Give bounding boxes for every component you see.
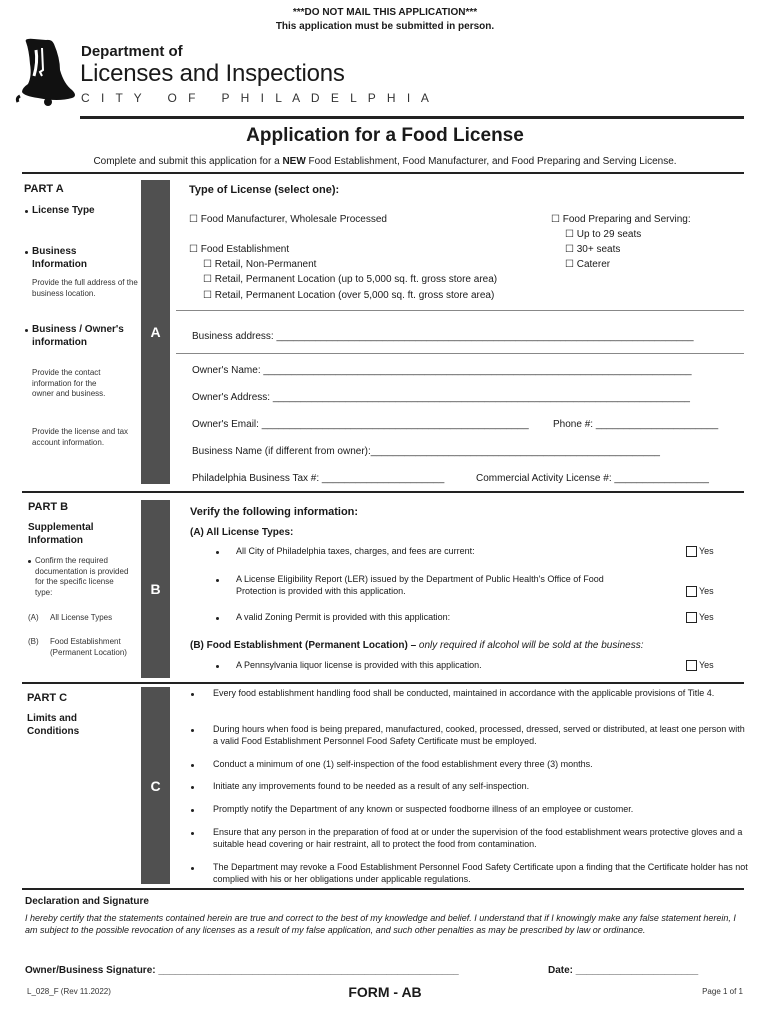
part-c-heading: PART C	[27, 692, 68, 704]
business-info-label: Business Information	[32, 246, 87, 270]
bullet-dot	[216, 579, 219, 582]
item-ler: A License Eligibility Report (LER) issued by the Department of Public Health's Office of Food Protection is provided with this application.	[236, 574, 604, 596]
in-person-notice: This application must be submitted in person.	[275, 21, 495, 32]
part-b-a-label: (A)	[28, 613, 39, 622]
owner-address-field[interactable]: Owner's Address: ___________________________________________________________________________	[192, 392, 690, 403]
bullet-dot	[25, 251, 28, 254]
signature-field[interactable]: Owner/Business Signature: ______________________________________________________	[25, 965, 459, 976]
owner-info-label: Business / Owner's information	[32, 324, 124, 348]
business-name-field[interactable]: Business Name (if different from owner):____________________________________________________	[192, 446, 660, 457]
part-a-heading: PART A	[24, 183, 64, 195]
business-address-field[interactable]: Business address: ___________________________________________________________________________	[192, 331, 694, 342]
form-name: FORM - AB	[348, 984, 422, 1000]
part-b-a-text: All License Types	[50, 613, 113, 622]
date-field[interactable]: Date: ______________________	[548, 965, 699, 976]
bullet-dot	[25, 210, 28, 213]
yes-label: Yes	[699, 586, 714, 596]
bullet-dot	[191, 867, 194, 870]
yes-label: Yes	[699, 660, 714, 670]
logo-name: Licenses and Inspections	[80, 60, 345, 87]
declaration-top-rule	[22, 888, 744, 890]
subtitle-bold: NEW	[282, 156, 306, 167]
opt-retail-non-permanent[interactable]: ☐ Retail, Non-Permanent	[203, 259, 317, 270]
opt-food-preparing[interactable]: ☐ Food Preparing and Serving:	[551, 214, 691, 225]
form-code: L_028_F (Rev 11.2022)	[27, 987, 111, 996]
page-subtitle	[0, 155, 770, 168]
food-est-bold: (B) Food Establishment (Permanent Location) –	[190, 640, 417, 651]
part-b-b-text: Food Establishment (Permanent Location)	[50, 637, 127, 657]
confirm-help-text: Confirm the required documentation is provided for the specific license type:	[35, 556, 129, 597]
part-a-inner-rule	[176, 353, 744, 354]
opt-up-to-29-seats[interactable]: ☐ Up to 29 seats	[565, 229, 642, 240]
yes-label: Yes	[699, 546, 714, 556]
opt-food-manufacturer[interactable]: ☐ Food Manufacturer, Wholesale Processed	[189, 214, 387, 225]
condition-7: The Department may revoke a Food Establishment Personnel Food Safety Certificate upon a finding that the Certificate holder has not complied with his or her obligations under applicable regulations.	[213, 862, 748, 884]
bullet-dot	[28, 560, 31, 563]
bullet-dot	[191, 764, 194, 767]
yes-checkbox-taxes[interactable]	[686, 546, 697, 557]
bullet-dot	[216, 551, 219, 554]
part-c-letter: C	[150, 777, 161, 794]
logo-department: Department of	[81, 43, 183, 60]
condition-4: Initiate any improvements found to be needed as a result of any self-inspection.	[213, 781, 530, 791]
do-not-mail-notice: ***DO NOT MAIL THIS APPLICATION***	[292, 7, 478, 18]
opt-food-establishment[interactable]: ☐ Food Establishment	[189, 244, 290, 255]
page-number: Page 1 of 1	[702, 987, 743, 996]
opt-retail-large[interactable]: ☐ Retail, Permanent Location (over 5,000 sq. ft. gross store area)	[203, 290, 495, 301]
part-b-top-rule	[22, 491, 744, 493]
page-title: Application for a Food License	[246, 125, 524, 146]
condition-2: During hours when food is being prepared, manufactured, cooked, processed, dressed, served or distributed, at least one person with a valid Food Establishment Personnel Food Safety Certificate must be employed.	[213, 724, 745, 746]
condition-6: Ensure that any person in the preparation of food at or under the supervision of the food establishment wears protective gloves and a suitable head covering or hair restraint, all to protect the food from contamination.	[213, 827, 743, 849]
condition-3: Conduct a minimum of one (1) self-inspection of the food establishment every three (3) months.	[213, 759, 593, 769]
bullet-dot	[216, 617, 219, 620]
condition-1: Every food establishment handling food shall be conducted, maintained in accordance with the applicable provisions of Title 4.	[213, 688, 715, 698]
declaration-text: I hereby certify that the statements contained herein are true and correct to the best of my knowledge and belief. I understand that if I knowingly make any false statement herein, I am subject to the possible revocation of any licenses as a result of my false application, and such other penalties as may be prescribed by law or ordinance.	[25, 913, 736, 935]
all-license-types-heading: (A) All License Types:	[190, 527, 294, 538]
food-establishment-heading	[190, 639, 644, 652]
supplemental-label: Supplemental Information	[28, 522, 94, 546]
liberty-bell-logo	[12, 36, 82, 108]
opt-caterer[interactable]: ☐ Caterer	[565, 259, 611, 270]
yes-label: Yes	[699, 612, 714, 622]
business-help-text: Provide the full address of the business location.	[32, 278, 138, 298]
part-a-sidebar	[141, 180, 170, 484]
part-b-letter: B	[150, 581, 161, 597]
phone-field[interactable]: Phone #: ______________________	[553, 419, 719, 430]
food-est-note: only required if alcohol will be sold at the business:	[418, 640, 644, 651]
verify-heading: Verify the following information:	[190, 506, 359, 518]
yes-checkbox-ler[interactable]	[686, 586, 697, 597]
limits-label: Limits and Conditions	[27, 713, 80, 737]
bullet-dot	[191, 786, 194, 789]
opt-30-plus-seats[interactable]: ☐ 30+ seats	[565, 244, 621, 255]
subtitle-post: Food Establishment, Food Manufacturer, and Food Preparing and Serving License.	[305, 156, 677, 167]
owner-name-field[interactable]: Owner's Name: _____________________________________________________________________________	[192, 365, 692, 376]
license-type-heading: Type of License (select one):	[189, 184, 340, 196]
item-liquor: A Pennsylvania liquor license is provided with this application.	[236, 660, 482, 670]
bullet-dot	[191, 729, 194, 732]
item-taxes-current: All City of Philadelphia taxes, charges, and fees are current:	[236, 546, 475, 556]
logo-city: C I T Y O F P H I L A D E L P H I A	[81, 91, 433, 105]
bullet-dot	[191, 809, 194, 812]
part-a-letter: A	[150, 324, 161, 340]
part-c-sidebar	[141, 687, 170, 884]
part-c-top-rule	[22, 682, 744, 684]
yes-checkbox-zoning[interactable]	[686, 612, 697, 623]
subtitle-pre: Complete and submit this application for a	[93, 156, 283, 167]
bullet-dot	[191, 693, 194, 696]
license-type-label: License Type	[32, 205, 95, 216]
part-b-heading: PART B	[28, 501, 69, 513]
header-rule	[80, 116, 744, 119]
part-b-sidebar	[141, 500, 170, 678]
part-a-inner-rule	[176, 310, 744, 311]
business-tax-field[interactable]: Philadelphia Business Tax #: ______________________	[192, 473, 445, 484]
yes-checkbox-liquor[interactable]	[686, 660, 697, 671]
item-zoning: A valid Zoning Permit is provided with this application:	[236, 612, 451, 622]
bullet-dot	[191, 832, 194, 835]
bullet-dot	[25, 329, 28, 332]
owner-email-field[interactable]: Owner's Email: ________________________________________________	[192, 419, 529, 430]
bullet-dot	[216, 665, 219, 668]
opt-retail-small[interactable]: ☐ Retail, Permanent Location (up to 5,000 sq. ft. gross store area)	[203, 274, 498, 285]
part-b-b-label: (B)	[28, 637, 39, 646]
commercial-activity-field[interactable]: Commercial Activity License #: _________________	[476, 473, 709, 484]
tax-help-text: Provide the license and tax account information.	[32, 427, 129, 447]
declaration-heading: Declaration and Signature	[25, 896, 149, 907]
part-a-top-rule	[22, 172, 744, 174]
condition-5: Promptly notify the Department of any known or suspected foodborne illness of an employee or customer.	[213, 804, 634, 814]
owner-help-text: Provide the contact information for the owner and business.	[32, 368, 106, 398]
